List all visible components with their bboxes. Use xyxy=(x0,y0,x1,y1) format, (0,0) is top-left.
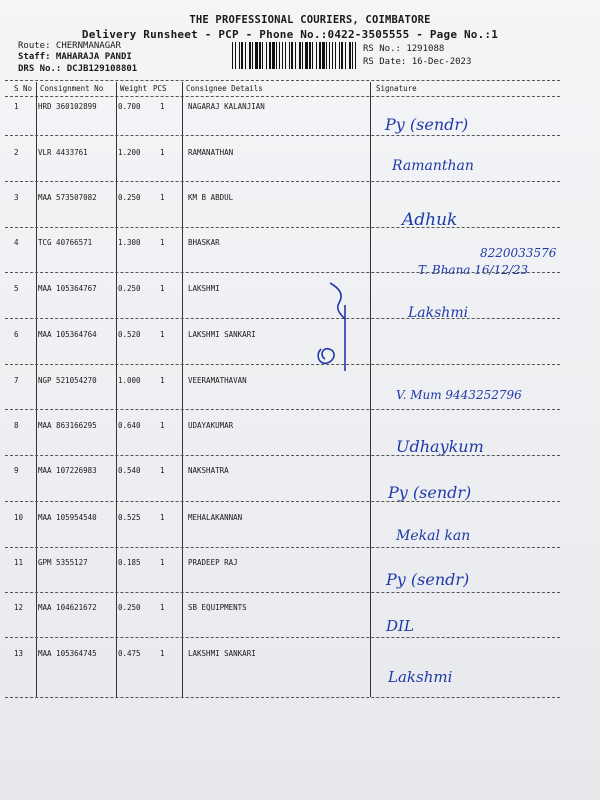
row-signature: Py (sendr) xyxy=(386,570,470,589)
row-pcs: 1 xyxy=(160,603,165,612)
column-divider xyxy=(5,96,560,97)
row-weight: 0.250 xyxy=(118,193,141,202)
col-sno: S No xyxy=(14,84,33,93)
row-divider xyxy=(5,547,560,548)
row-weight: 0.540 xyxy=(118,466,141,475)
row-signature: Mekal kan xyxy=(396,528,471,544)
row-sno: 7 xyxy=(14,376,19,385)
row-consignee: BHASKAR xyxy=(188,238,220,247)
row-weight: 0.640 xyxy=(118,421,141,430)
row-consignment: GPM 5355127 xyxy=(38,558,88,567)
row-sno: 4 xyxy=(14,238,19,247)
row-consignee: UDAYAKUMAR xyxy=(188,421,234,430)
row-pcs: 1 xyxy=(160,284,165,293)
row-divider xyxy=(5,227,560,228)
ink-scribble-icon xyxy=(305,275,365,375)
row-consignee: MEHALAKANNAN xyxy=(188,513,243,522)
drs-number: DRS No.: DCJB129108801 xyxy=(18,64,138,74)
row-divider xyxy=(5,181,560,182)
row-divider xyxy=(5,409,560,410)
row-consignee: RAMANATHAN xyxy=(188,148,234,157)
row-divider xyxy=(5,592,560,593)
row-consignee: LAKSHMI xyxy=(188,284,220,293)
row-weight: 0.250 xyxy=(118,284,141,293)
row-sno: 12 xyxy=(14,603,24,612)
row-sno: 10 xyxy=(14,513,24,522)
row-consignment: MAA 573507082 xyxy=(38,193,97,202)
row-consignee: PRADEEP RAJ xyxy=(188,558,238,567)
barcode-image xyxy=(232,42,356,69)
row-signature: Lakshmi xyxy=(388,668,453,686)
row-weight: 0.185 xyxy=(118,558,141,567)
row-signature: 8220033576 xyxy=(480,246,557,260)
row-consignee: VEERAMATHAVAN xyxy=(188,376,247,385)
col-line xyxy=(182,82,183,697)
route-label: Route: CHERNMANAGAR xyxy=(18,41,121,51)
row-consignee: KM B ABDUL xyxy=(188,193,234,202)
col-line xyxy=(36,82,37,697)
row-signature: Py (sendr) xyxy=(385,115,469,134)
row-divider xyxy=(5,318,560,319)
row-consignment: TCG 40766571 xyxy=(38,238,93,247)
company-title: THE PROFESSIONAL COURIERS, COIMBATORE xyxy=(189,14,431,26)
row-sno: 2 xyxy=(14,148,19,157)
row-sno: 11 xyxy=(14,558,24,567)
rs-number: RS No.: 1291088 xyxy=(363,44,445,54)
row-weight: 0.475 xyxy=(118,649,141,658)
row-sno: 1 xyxy=(14,102,19,111)
row-signature: Py (sendr) xyxy=(388,483,472,502)
row-sno: 8 xyxy=(14,421,19,430)
row-pcs: 1 xyxy=(160,102,165,111)
row-pcs: 1 xyxy=(160,558,165,567)
row-signature: DIL xyxy=(386,617,414,635)
row-weight: 0.525 xyxy=(118,513,141,522)
col-consignment: Consignment No xyxy=(40,84,104,93)
col-signature: Signature xyxy=(376,84,417,93)
row-pcs: 1 xyxy=(160,466,165,475)
row-consignment: MAA 105364767 xyxy=(38,284,97,293)
row-weight: 0.250 xyxy=(118,603,141,612)
col-line xyxy=(116,82,117,697)
row-consignee: NAKSHATRA xyxy=(188,466,229,475)
row-consignment: VLR 4433761 xyxy=(38,148,88,157)
col-line xyxy=(370,82,371,697)
runsheet-title: Delivery Runsheet - PCP - Phone No.:0422-3505555 - Page No.:1 xyxy=(81,28,499,41)
row-pcs: 1 xyxy=(160,649,165,658)
row-pcs: 1 xyxy=(160,376,165,385)
row-consignment: MAA 105364764 xyxy=(38,330,97,339)
row-pcs: 1 xyxy=(160,330,165,339)
footer-divider xyxy=(5,697,560,698)
row-signature: Ramanthan xyxy=(392,158,474,174)
row-weight: 1.300 xyxy=(118,238,141,247)
row-sno: 3 xyxy=(14,193,19,202)
col-consignee: Consignee Details xyxy=(186,84,263,93)
row-consignment: MAA 104621672 xyxy=(38,603,97,612)
row-sno: 5 xyxy=(14,284,19,293)
row-signature: T. Bhana 16/12/23 xyxy=(418,263,529,277)
header-divider xyxy=(5,80,560,81)
row-consignment: NGP 521054270 xyxy=(38,376,97,385)
row-pcs: 1 xyxy=(160,148,165,157)
row-consignee: LAKSHMI SANKARI xyxy=(188,649,256,658)
row-consignment: MAA 105954540 xyxy=(38,513,97,522)
row-pcs: 1 xyxy=(160,238,165,247)
row-sno: 13 xyxy=(14,649,24,658)
row-signature: Udhaykum xyxy=(396,437,484,456)
col-weight: Weight xyxy=(120,84,148,93)
row-pcs: 1 xyxy=(160,513,165,522)
row-weight: 0.700 xyxy=(118,102,141,111)
row-weight: 1.000 xyxy=(118,376,141,385)
row-pcs: 1 xyxy=(160,193,165,202)
row-divider xyxy=(5,272,560,273)
row-signature: Lakshmi xyxy=(408,305,469,321)
row-consignee: LAKSHMI SANKARI xyxy=(188,330,256,339)
row-consignee: NAGARAJ KALANJIAN xyxy=(188,102,265,111)
row-divider xyxy=(5,501,560,502)
row-sno: 9 xyxy=(14,466,19,475)
row-consignment: MAA 863166295 xyxy=(38,421,97,430)
col-pcs: PCS xyxy=(153,84,167,93)
row-consignment: MAA 107226983 xyxy=(38,466,97,475)
row-consignment: HRD 360102899 xyxy=(38,102,97,111)
row-divider xyxy=(5,364,560,365)
row-pcs: 1 xyxy=(160,421,165,430)
staff-label: Staff: MAHARAJA PANDI xyxy=(18,52,132,62)
row-consignee: SB EQUIPMENTS xyxy=(188,603,247,612)
row-signature: V. Mum 9443252796 xyxy=(396,388,522,402)
row-consignment: MAA 105364745 xyxy=(38,649,97,658)
row-divider xyxy=(5,637,560,638)
row-weight: 0.520 xyxy=(118,330,141,339)
row-signature: Adhuk xyxy=(402,210,458,230)
rs-date: RS Date: 16-Dec-2023 xyxy=(363,57,472,67)
row-divider xyxy=(5,455,560,456)
row-weight: 1.200 xyxy=(118,148,141,157)
row-sno: 6 xyxy=(14,330,19,339)
row-divider xyxy=(5,135,560,136)
